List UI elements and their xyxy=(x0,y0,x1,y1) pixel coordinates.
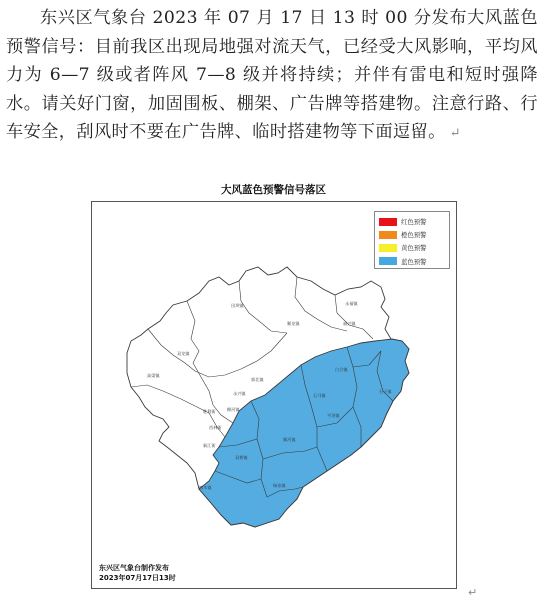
town-label: 平坦镇 xyxy=(327,413,340,418)
paragraph-mark: ↵ xyxy=(449,126,461,142)
map-legend xyxy=(374,211,450,269)
legend-swatch-yellow xyxy=(379,244,397,252)
warning-notice-paragraph xyxy=(6,4,538,149)
issuer-text: 东兴区气象台制作发布 xyxy=(99,564,169,572)
town-label: 双龙镇 xyxy=(177,351,190,356)
legend-item xyxy=(379,215,449,228)
map-footer xyxy=(99,563,176,583)
map-title: 大风蓝色预警信号落区 xyxy=(221,184,326,196)
town-label: 石马镇 xyxy=(313,393,326,398)
town-label: 顺河镇 xyxy=(283,437,296,442)
town-label: 福兴镇 xyxy=(343,321,356,326)
legend-label: 红色预警 xyxy=(401,218,427,227)
warning-notice-text: 东兴区气象台 2023 年 07 月 17 日 13 时 00 分发布大风蓝色预警信号：目前我区出现局地强对流天气，已经受大风影响，平均风力为 6—7 级或者阵风 7—8 级并将持续；并伴有雷电和短时强降水。请关好门窗，加固围板、棚架、广告牌等搭建物。注意行路、行车安全，刮风时不要在广告牌、临时搭建物等下面逗留。 xyxy=(6,8,538,143)
legend-swatch-red xyxy=(379,218,397,226)
town-label: 胜利街 xyxy=(203,409,216,414)
legend-label: 橙色预警 xyxy=(401,231,427,240)
town-label: 永兴镇 xyxy=(233,391,246,396)
issue-time-text: 2023年07月17日13时 xyxy=(99,574,176,582)
town-label: 石子镇 xyxy=(379,389,392,394)
legend-label: 蓝色预警 xyxy=(401,257,427,266)
legend-swatch-blue xyxy=(379,257,397,265)
legend-item xyxy=(379,255,449,268)
legend-label: 黄色预警 xyxy=(401,244,427,253)
town-label: 顺龙镇 xyxy=(287,321,300,326)
town-label: 双桥镇 xyxy=(235,455,248,460)
town-label: 郭北镇 xyxy=(251,377,264,382)
town-label: 永福镇 xyxy=(345,301,358,306)
legend-item xyxy=(379,241,449,254)
town-label: 田坝镇 xyxy=(231,303,244,308)
legend-item xyxy=(379,228,449,241)
legend-swatch-orange xyxy=(379,231,397,239)
town-label: 柳河镇 xyxy=(227,407,240,412)
town-label: 白合镇 xyxy=(335,367,348,372)
town-label: 椑木镇 xyxy=(199,485,212,490)
town-label: 新江街 xyxy=(203,443,216,448)
town-label: 杨家镇 xyxy=(273,483,286,488)
paragraph-mark: ↵ xyxy=(468,586,478,599)
town-label: 西林街 xyxy=(209,425,222,430)
town-label: 高梁镇 xyxy=(147,373,160,378)
